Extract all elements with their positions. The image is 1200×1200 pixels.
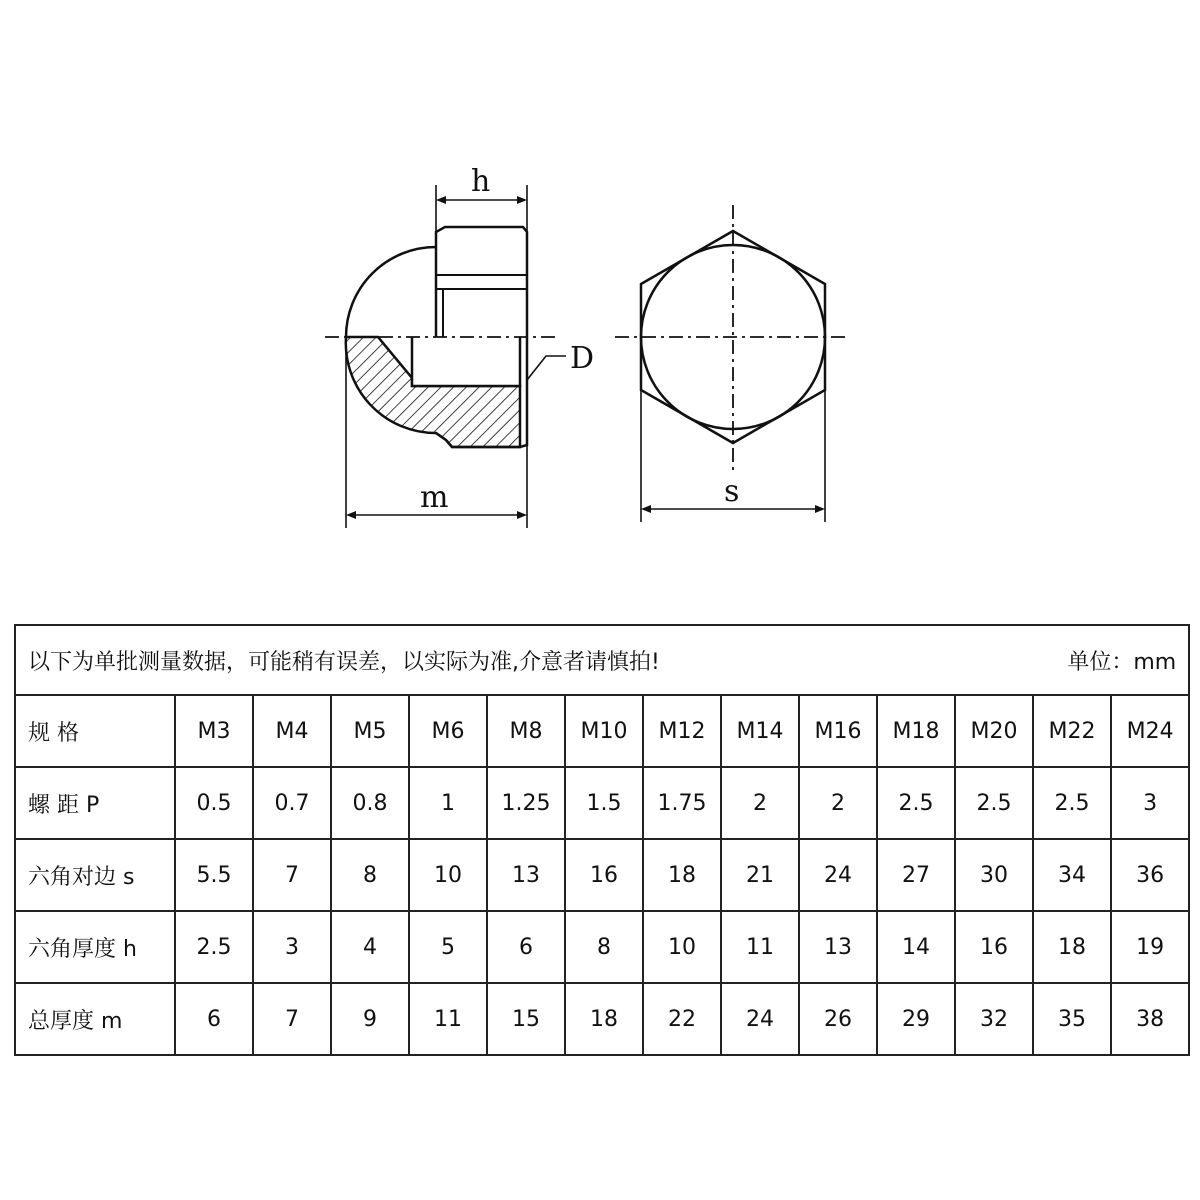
table-cell: 14	[877, 911, 955, 983]
table-cell: 9	[331, 983, 409, 1055]
note-cell	[15, 625, 1189, 695]
table-cell: 6	[175, 983, 253, 1055]
table-cell: 2	[799, 767, 877, 839]
table-cell: M24	[1111, 695, 1189, 767]
table-cell: 11	[409, 983, 487, 1055]
table-cell: 21	[721, 839, 799, 911]
table-cell: M4	[253, 695, 331, 767]
table-cell: 32	[955, 983, 1033, 1055]
table-cell: M8	[487, 695, 565, 767]
unit-label: 单位：mm	[1067, 649, 1177, 675]
table-cell: 18	[1033, 911, 1111, 983]
table-cell: 2.5	[1033, 767, 1111, 839]
table-cell: 13	[799, 911, 877, 983]
table-cell: 4	[331, 911, 409, 983]
table-cell: 22	[643, 983, 721, 1055]
table-cell: 1.5	[565, 767, 643, 839]
table-cell: 6	[487, 911, 565, 983]
row-label-pitch: 螺 距 P	[15, 767, 175, 839]
table-cell: 24	[721, 983, 799, 1055]
table-cell: 5.5	[175, 839, 253, 911]
table-row	[15, 983, 1189, 1055]
specification-table	[14, 624, 1190, 1056]
table-cell: 7	[253, 839, 331, 911]
dim-label-m: m	[420, 480, 449, 515]
table-cell: 0.5	[175, 767, 253, 839]
row-label-spec: 规 格	[15, 695, 175, 767]
row-label-total-thickness: 总厚度 m	[15, 983, 175, 1055]
table-row	[15, 839, 1189, 911]
table-cell: 2.5	[877, 767, 955, 839]
table-cell: 13	[487, 839, 565, 911]
dim-label-d: D	[570, 341, 595, 376]
table-cell: 10	[643, 911, 721, 983]
top-view	[615, 205, 850, 522]
table-cell: 38	[1111, 983, 1189, 1055]
table-cell: 7	[253, 983, 331, 1055]
table-cell: 1.75	[643, 767, 721, 839]
table-cell: 1.25	[487, 767, 565, 839]
table-cell: 16	[955, 911, 1033, 983]
table-cell: M5	[331, 695, 409, 767]
table-cell: 35	[1033, 983, 1111, 1055]
table-cell: 15	[487, 983, 565, 1055]
table-cell: M3	[175, 695, 253, 767]
table-cell: 11	[721, 911, 799, 983]
table-row	[15, 911, 1189, 983]
table-row	[15, 695, 1189, 767]
table-cell: 3	[1111, 767, 1189, 839]
row-label-hex-width: 六角对边 s	[15, 839, 175, 911]
table-cell: M6	[409, 695, 487, 767]
table-cell: 0.7	[253, 767, 331, 839]
table-cell: 26	[799, 983, 877, 1055]
table-cell: 24	[799, 839, 877, 911]
table-cell: 18	[643, 839, 721, 911]
disclaimer-note: 以下为单批测量数据，可能稍有误差，以实际为准,介意者请慎拍!	[28, 649, 660, 675]
table-cell: 1	[409, 767, 487, 839]
table-cell: 36	[1111, 839, 1189, 911]
table-cell: M22	[1033, 695, 1111, 767]
side-view	[325, 164, 594, 528]
dim-label-h: h	[471, 164, 491, 199]
table-cell: 8	[331, 839, 409, 911]
table-cell: 2.5	[955, 767, 1033, 839]
table-cell: M16	[799, 695, 877, 767]
dim-label-s: s	[724, 474, 740, 509]
table-cell: 16	[565, 839, 643, 911]
table-cell: 8	[565, 911, 643, 983]
note-row	[15, 625, 1189, 695]
table-cell: 30	[955, 839, 1033, 911]
table-cell: 27	[877, 839, 955, 911]
table-cell: 2.5	[175, 911, 253, 983]
table-cell: M14	[721, 695, 799, 767]
row-label-hex-thickness: 六角厚度 h	[15, 911, 175, 983]
table-row	[15, 767, 1189, 839]
table-cell: 5	[409, 911, 487, 983]
table-cell: 2	[721, 767, 799, 839]
table-cell: 3	[253, 911, 331, 983]
table-cell: M12	[643, 695, 721, 767]
table-cell: 10	[409, 839, 487, 911]
dome-outline	[346, 247, 436, 337]
table-cell: 29	[877, 983, 955, 1055]
table-cell: 19	[1111, 911, 1189, 983]
table-cell: 0.8	[331, 767, 409, 839]
table-cell: M10	[565, 695, 643, 767]
table-cell: M18	[877, 695, 955, 767]
table-cell: 18	[565, 983, 643, 1055]
table-cell: 34	[1033, 839, 1111, 911]
table-cell: M20	[955, 695, 1033, 767]
